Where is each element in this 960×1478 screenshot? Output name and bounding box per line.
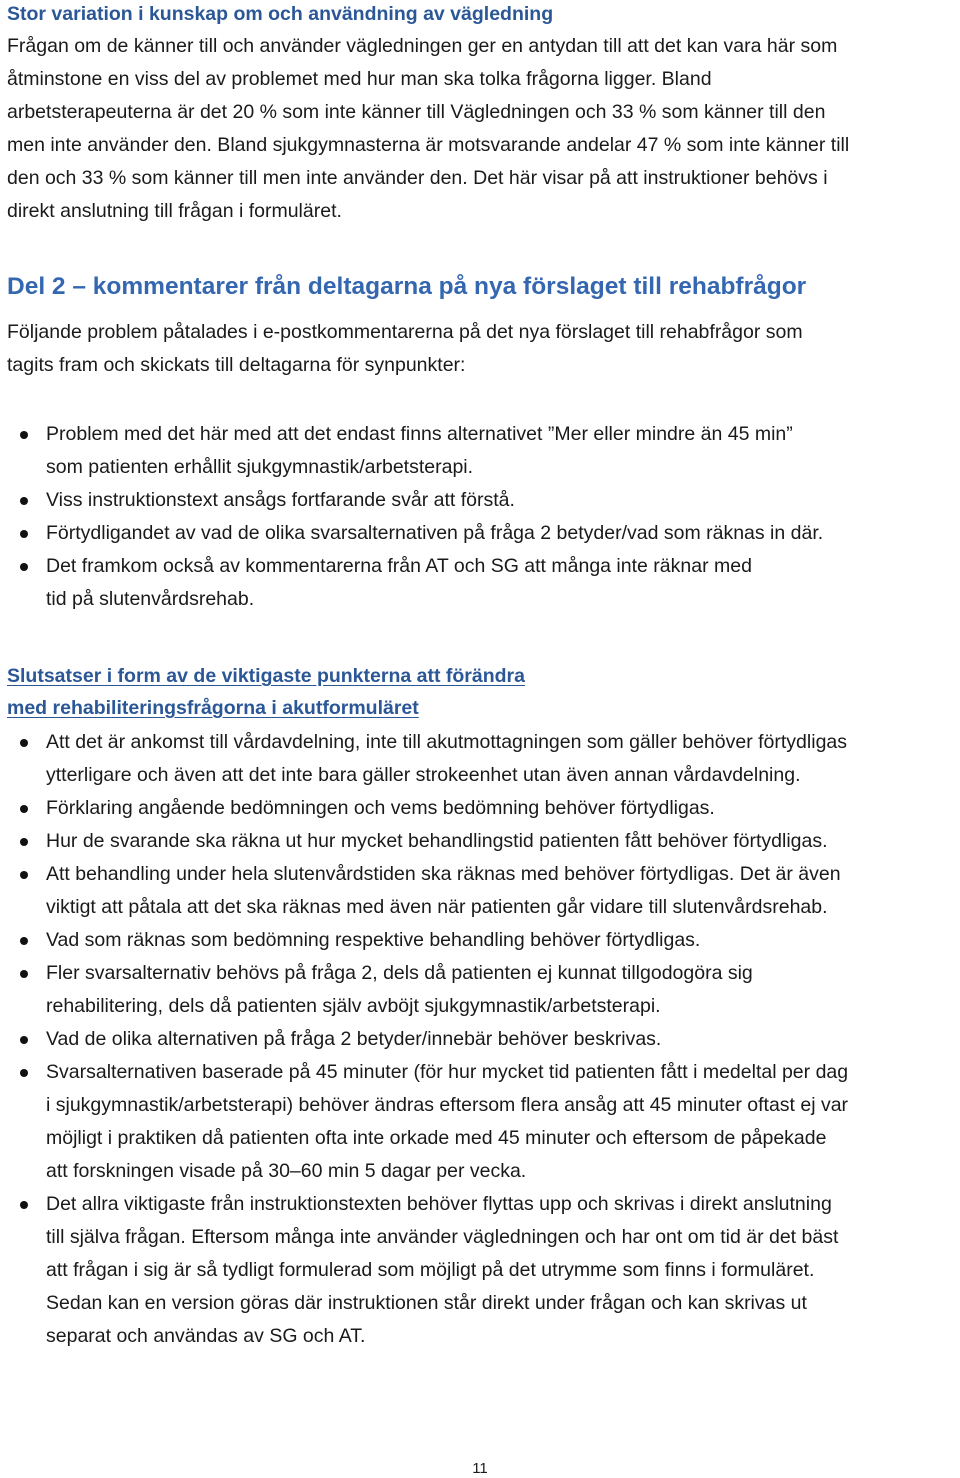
heading-line: med rehabiliteringsfrågorna i akutformuläret (7, 697, 419, 719)
paragraph-line: tagits fram och skickats till deltagarna för synpunkter: (7, 354, 466, 376)
list-item-line: Viss instruktionstext ansågs fortfarande svår att förstå. (46, 489, 515, 511)
bullet-icon (20, 871, 28, 879)
list-item-line: Fler svarsalternativ behövs på fråga 2, dels då patienten ej kunnat tillgodogöra sig (46, 962, 753, 984)
list-item (0, 726, 960, 792)
heading-line: Slutsatser i form av de viktigaste punkterna att förändra (7, 665, 525, 687)
page-number: 11 (472, 1460, 488, 1477)
list-item (0, 924, 960, 957)
list-item-line: Att behandling under hela slutenvårdstiden ska räknas med behöver förtydligas. Det är även (46, 863, 841, 885)
list-item-line: Hur de svarande ska räkna ut hur mycket behandlingstid patienten fått behöver förtydligas. (46, 830, 828, 852)
bullet-icon (20, 1036, 28, 1044)
list-item-line: Förklaring angående bedömningen och vems bedömning behöver förtydligas. (46, 797, 715, 819)
bullet-icon (20, 431, 28, 439)
list-item-line: Vad de olika alternativen på fråga 2 betyder/innebär behöver beskrivas. (46, 1028, 662, 1050)
paragraph-line: men inte använder den. Bland sjukgymnasterna är motsvarande andelar 47 % som inte känner till (7, 134, 850, 156)
list-item (0, 957, 960, 1023)
list-item-line: Vad som räknas som bedömning respektive behandling behöver förtydligas. (46, 929, 701, 951)
paragraph-variation (7, 30, 957, 228)
list-item-line: ytterligare och även att det inte bara gäller strokeenhet utan även annan vårdavdelning. (46, 764, 801, 786)
list-item-line: att frågan i sig är så tydligt formulerad som möjligt på det utrymme som finns i formuläret. (46, 1259, 815, 1281)
list-item-line: Problem med det här med att det endast finns alternativet ”Mer eller mindre än 45 min” (46, 423, 793, 445)
section-heading-variation: Stor variation i kunskap om och användning av vägledning (7, 3, 554, 25)
bullet-icon (20, 1201, 28, 1209)
bullet-icon (20, 838, 28, 846)
list-item (0, 825, 960, 858)
list-item-line: Att det är ankomst till vårdavdelning, inte till akutmottagningen som gäller behöver förtydligas (46, 731, 848, 753)
list-item-line: separat och användas av SG och AT. (46, 1325, 366, 1347)
list-item-line: möjligt i praktiken då patienten ofta inte orkade med 45 minuter och eftersom de påpekade (46, 1127, 827, 1149)
list-item (0, 792, 960, 825)
list-item (0, 1023, 960, 1056)
bullet-icon (20, 563, 28, 571)
list-item-line: i sjukgymnastik/arbetsterapi) behöver ändras eftersom flera ansåg att 45 minuter oftast ej var (46, 1094, 849, 1116)
bullet-icon (20, 937, 28, 945)
list-item (0, 517, 960, 550)
bullet-icon (20, 970, 28, 978)
list-item-line: rehabilitering, dels då patienten själv avböjt sjukgymnastik/arbetsterapi. (46, 995, 661, 1017)
list-item-line: Det framkom också av kommentarerna från AT och SG att många inte räknar med (46, 555, 752, 577)
list-item-line: som patienten erhållit sjukgymnastik/arbetsterapi. (46, 456, 474, 478)
paragraph-line: Följande problem påtalades i e-postkommentarerna på det nya förslaget till rehabfrågor som (7, 321, 803, 343)
list-item-line: till själva frågan. Eftersom många inte använder vägledningen och har ont om tid är det bäst (46, 1226, 839, 1248)
list-item-line: Förtydligandet av vad de olika svarsalternativen på fråga 2 betyder/vad som räknas in där. (46, 522, 824, 544)
list-item-line: Svarsalternativen baserade på 45 minuter (för hur mycket tid patienten fått i medeltal per dag (46, 1061, 849, 1083)
list-item-line: att forskningen visade på 30–60 min 5 dagar per vecka. (46, 1160, 527, 1182)
bullet-icon (20, 530, 28, 538)
list-item (0, 858, 960, 924)
list-item-line: tid på slutenvårdsrehab. (46, 588, 255, 610)
section-heading-part2: Del 2 – kommentarer från deltagarna på nya förslaget till rehabfrågor (7, 273, 807, 300)
paragraph-line: direkt anslutning till frågan i formuläret. (7, 200, 342, 222)
paragraph-line: åtminstone en viss del av problemet med hur man ska tolka frågorna ligger. Bland (7, 68, 712, 90)
paragraph-line: den och 33 % som känner till men inte använder den. Det här visar på att instruktioner behövs i (7, 167, 828, 189)
section-heading-conclusions (7, 660, 525, 724)
paragraph-line: Frågan om de känner till och använder vägledningen ger en antydan till att det kan vara här som (7, 35, 838, 57)
bullet-icon (20, 739, 28, 747)
list-item-line: Det allra viktigaste från instruktionstexten behöver flyttas upp och skrivas i direkt anslutning (46, 1193, 832, 1215)
paragraph-part2-intro (7, 316, 957, 382)
bullet-icon (20, 497, 28, 505)
list-item-line: viktigt att påtala att det ska räknas med även när patienten går vidare till slutenvårdsrehab. (46, 896, 828, 918)
bullet-list-conclusions (0, 726, 960, 1353)
list-item (0, 1188, 960, 1353)
bullet-icon (20, 1069, 28, 1077)
list-item (0, 484, 960, 517)
bullet-list-comments (0, 418, 960, 616)
list-item (0, 550, 960, 616)
list-item (0, 418, 960, 484)
list-item-line: Sedan kan en version göras där instruktionen står direkt under frågan och kan skrivas ut (46, 1292, 807, 1314)
paragraph-line: arbetsterapeuterna är det 20 % som inte känner till Vägledningen och 33 % som känner till den (7, 101, 826, 123)
list-item (0, 1056, 960, 1188)
bullet-icon (20, 805, 28, 813)
